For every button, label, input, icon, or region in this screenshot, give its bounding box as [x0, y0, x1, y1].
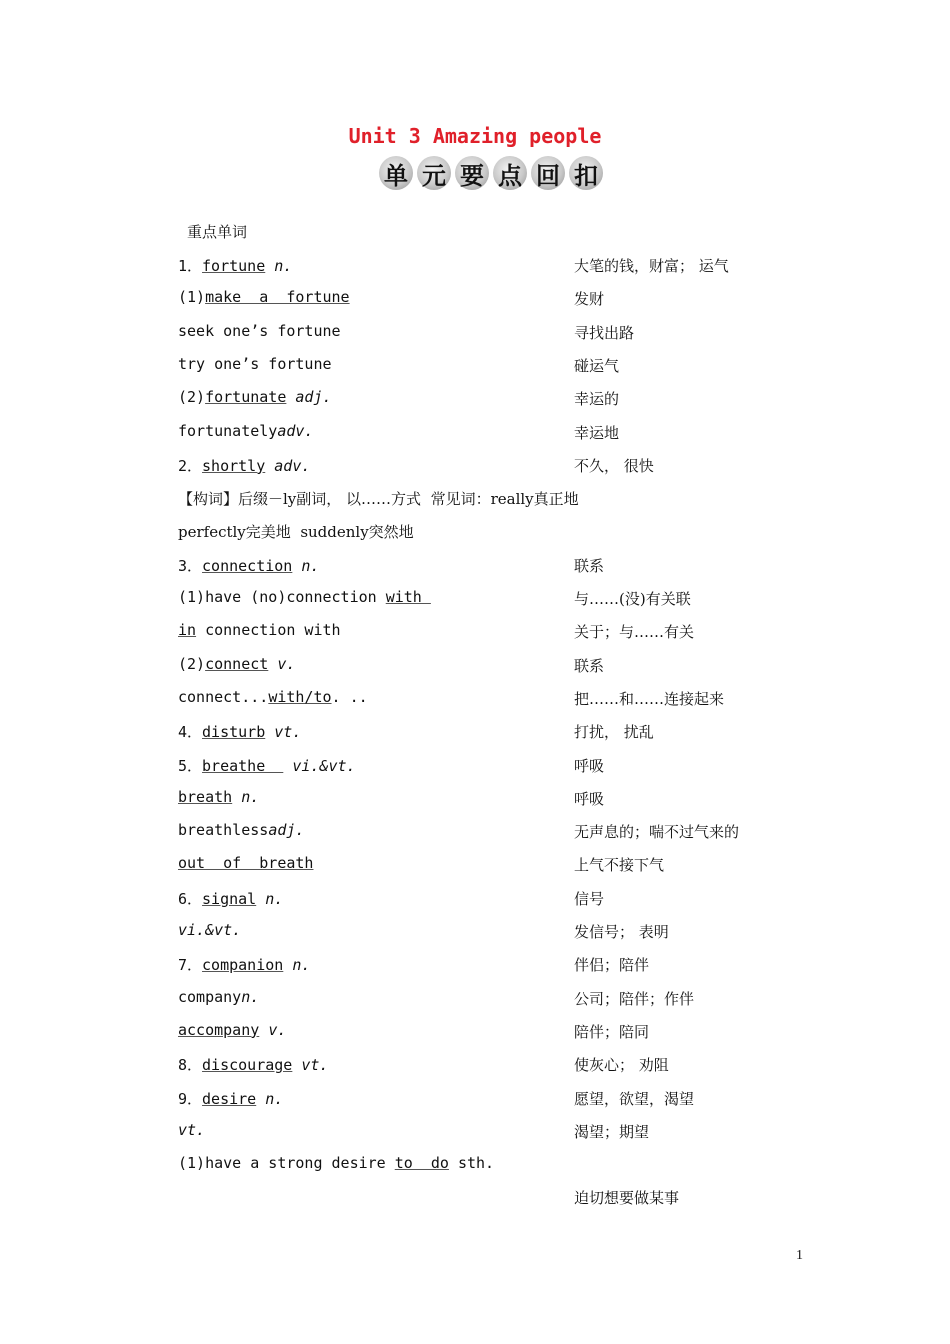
vocab-entry: [178, 621, 798, 643]
term-text: 4．: [178, 723, 203, 742]
banner-char: 要: [455, 156, 489, 190]
vocab-entry: [178, 1021, 798, 1043]
term-text: 3．: [178, 556, 203, 575]
chinese-meaning: 无声息的；喘不过气来的: [574, 823, 740, 842]
answer-word: breath: [178, 787, 233, 806]
vocab-entry: [178, 1088, 798, 1110]
part-of-speech: vt.: [274, 723, 302, 742]
chinese-meaning: 发信号； 表明: [574, 923, 669, 941]
answer-word: in: [178, 621, 197, 640]
vocab-entry: [178, 488, 798, 510]
part-of-speech: n.: [301, 556, 320, 575]
note-text: 【构词】后缀－ly副词， 以……方式 常见词：really真正地: [178, 490, 579, 509]
chinese-meaning: 寻找出路: [574, 323, 635, 342]
term-text: fortunately: [178, 421, 278, 440]
chinese-meaning: 与……(没)有关联: [574, 590, 691, 608]
vocab-entry: [178, 1121, 798, 1143]
vocab-entry: [178, 521, 798, 543]
chinese-meaning: 上气不接下气: [574, 856, 665, 875]
term-text: breathless: [178, 821, 269, 840]
vocab-entry: [178, 755, 798, 777]
chinese-meaning: 呼吸: [574, 789, 605, 808]
chinese-meaning: 幸运的: [574, 390, 620, 409]
vocab-entry: [178, 355, 798, 377]
term-text: 6．: [178, 889, 203, 908]
english-term: [178, 1154, 494, 1172]
banner-char: 元: [417, 156, 451, 190]
term-text: (1)have a strong desire: [178, 1154, 395, 1173]
vocab-entry: [178, 854, 798, 876]
part-of-speech: vt.: [301, 1056, 329, 1075]
part-of-speech: v.: [277, 654, 296, 673]
banner-char: 单: [379, 156, 413, 190]
vocab-entry: [178, 1154, 798, 1176]
answer-word: with: [385, 588, 431, 606]
chinese-meaning: 渴望；期望: [574, 1122, 650, 1141]
term-text: company: [178, 987, 242, 1006]
part-of-speech: vi.&vt.: [292, 756, 356, 775]
term-text: (1): [178, 288, 206, 307]
english-term: [178, 821, 304, 839]
english-term: [178, 788, 259, 806]
part-of-speech: vi.&vt.: [178, 921, 242, 939]
answer-word: accompany: [178, 1020, 260, 1039]
chinese-meaning: 伴侣；陪伴: [574, 956, 650, 975]
english-term: [178, 288, 350, 306]
answer-word: connection: [202, 556, 293, 575]
chinese-meaning: 大笔的钱，财富； 运气: [574, 257, 729, 275]
term-text: 9．: [178, 1089, 203, 1108]
chinese-meaning: 信号: [574, 889, 605, 908]
english-term: [178, 954, 310, 975]
answer-word: connect: [205, 654, 269, 673]
answer-word: fortunate: [205, 388, 287, 407]
vocab-entry: [178, 288, 798, 310]
english-term: [178, 455, 310, 476]
english-term: [178, 1054, 328, 1075]
chinese-meaning: 把……和……连接起来: [574, 689, 725, 708]
term-text: (1)have (no)connection: [178, 588, 386, 606]
part-of-speech: n.: [274, 257, 293, 275]
english-term: [178, 854, 313, 872]
vocab-entry: [178, 921, 798, 943]
english-term: [178, 388, 332, 406]
term-text: 1．: [178, 257, 203, 275]
vocab-entry: [178, 1054, 798, 1076]
english-term: [178, 588, 431, 606]
part-of-speech: adv.: [277, 421, 314, 440]
english-term: [178, 988, 259, 1006]
page-title: Unit 3 Amazing people: [348, 124, 602, 148]
note-text: perfectly完美地 suddenly突然地: [178, 523, 414, 542]
english-term: [178, 555, 319, 576]
term-text: (2): [178, 654, 206, 673]
term-text: 2．: [178, 456, 203, 475]
answer-word: shortly: [202, 456, 266, 475]
answer-word: discourage: [202, 1056, 293, 1075]
answer-word: with/to: [268, 687, 332, 706]
english-term: [178, 1021, 286, 1039]
vocab-entry: [178, 954, 798, 976]
english-term: [178, 921, 241, 939]
english-term: [178, 422, 313, 440]
answer-word: companion: [202, 956, 284, 975]
banner-char: 点: [493, 156, 527, 190]
chinese-meaning: 联系: [574, 656, 605, 675]
vocab-entry: [178, 322, 798, 344]
term-text: (2): [178, 388, 206, 407]
chinese-meaning: 使灰心； 劝阻: [574, 1056, 669, 1075]
answer-word: signal: [202, 889, 257, 908]
section-banner: [379, 156, 609, 198]
answer-word: breathe: [202, 756, 284, 775]
english-term: [178, 355, 332, 373]
vocab-entry: [178, 1187, 798, 1209]
vocab-entry: [178, 721, 798, 743]
answer-word: disturb: [202, 723, 266, 742]
english-term: [178, 322, 341, 340]
chinese-meaning: 碰运气: [574, 356, 620, 375]
english-term: [178, 688, 368, 706]
english-term: [178, 755, 356, 776]
answer-word: out of breath: [178, 854, 314, 873]
english-term: [178, 1088, 283, 1109]
part-of-speech: n.: [292, 956, 311, 975]
term-text: seek one’s fortune: [178, 321, 341, 340]
answer-word: to do: [394, 1154, 449, 1173]
part-of-speech: v.: [268, 1020, 287, 1039]
term-text: 8．: [178, 1056, 203, 1075]
english-term: [178, 255, 292, 276]
term-text: connect...: [178, 687, 269, 706]
chinese-meaning: 愿望，欲望，渴望: [574, 1089, 695, 1108]
english-term: [178, 1121, 205, 1139]
answer-word: desire: [202, 1089, 257, 1108]
banner-char: 回: [531, 156, 565, 190]
term-text: . ..: [331, 687, 368, 706]
english-term: [178, 721, 301, 742]
vocab-entry: [178, 788, 798, 810]
vocab-entry: [178, 655, 798, 677]
chinese-meaning: 公司；陪伴；作伴: [574, 989, 695, 1008]
chinese-meaning: 打扰， 扰乱: [574, 723, 654, 742]
term-text: sth.: [448, 1154, 495, 1173]
page-number: 1: [796, 1248, 803, 1263]
vocab-entry: [178, 388, 798, 410]
banner-char: 扣: [569, 156, 603, 190]
chinese-meaning: 不久， 很快: [574, 456, 654, 475]
term-text: 5．: [178, 756, 203, 775]
vocab-entry: [178, 888, 798, 910]
term-text: connection with: [196, 621, 341, 640]
vocab-entry: [178, 422, 798, 444]
part-of-speech: vt.: [178, 1120, 206, 1139]
chinese-meaning: 迫切想要做某事: [574, 1189, 680, 1208]
part-of-speech: adv.: [274, 456, 311, 475]
english-term: [178, 888, 283, 909]
chinese-meaning: 关于；与……有关: [574, 623, 695, 642]
answer-word: fortune: [202, 257, 266, 275]
vocab-entry: [178, 455, 798, 477]
english-term: [178, 621, 341, 639]
vocab-entry: [178, 555, 798, 577]
vocab-entry: [178, 255, 798, 277]
chinese-meaning: 呼吸: [574, 756, 605, 775]
part-of-speech: n.: [241, 787, 260, 806]
chinese-meaning: 联系: [574, 556, 605, 575]
chinese-meaning: 幸运地: [574, 423, 620, 442]
part-of-speech: n.: [241, 987, 260, 1006]
part-of-speech: n.: [265, 889, 284, 908]
answer-word: make a fortune: [205, 288, 350, 307]
term-text: try one’s fortune: [178, 354, 332, 373]
part-of-speech: n.: [265, 1089, 284, 1108]
part-of-speech: adj.: [268, 821, 305, 840]
vocab-entry: [178, 821, 798, 843]
part-of-speech: adj.: [295, 388, 332, 407]
chinese-meaning: 发财: [574, 290, 605, 309]
english-term: [178, 655, 295, 673]
chinese-meaning: 陪伴；陪同: [574, 1022, 650, 1041]
term-text: 7．: [178, 956, 203, 975]
section-heading: 重点单词: [187, 223, 248, 241]
vocab-entry: [178, 988, 798, 1010]
vocab-entry: [178, 688, 798, 710]
vocab-entry: [178, 588, 798, 610]
